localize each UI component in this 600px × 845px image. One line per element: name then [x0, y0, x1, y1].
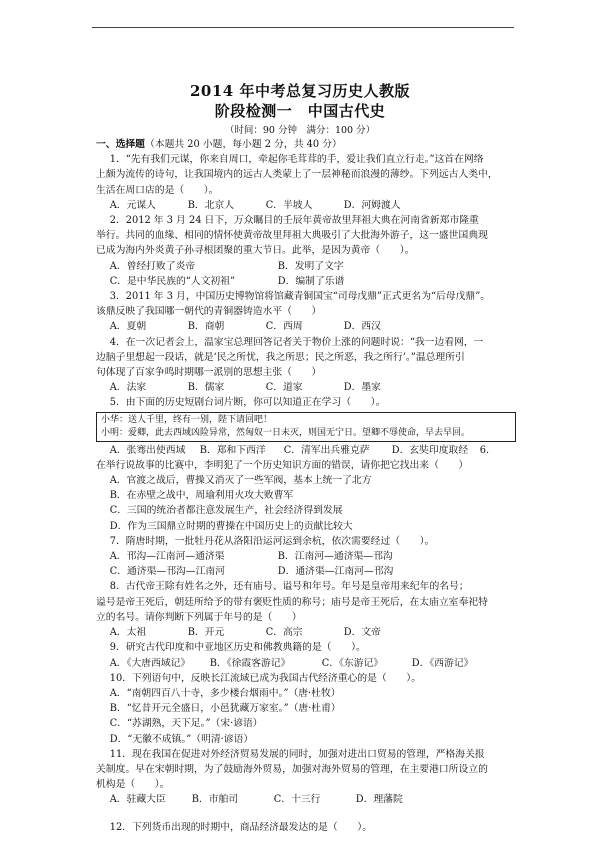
q6-number: 6． [479, 444, 496, 456]
q5-option-d[interactable]: D．玄奘印度取经 [391, 444, 469, 456]
exam-time-score: （时间：90 分钟 满分：100 分） [224, 125, 376, 136]
section-heading [96, 137, 516, 152]
q1-option-c[interactable]: C．半坡人 [265, 199, 313, 211]
q2-options-row2 [96, 274, 516, 289]
q7-option-d[interactable]: D．通济渠—江南河—邗沟 [277, 566, 394, 578]
q11-line: 机构是（ ）。 [96, 779, 170, 791]
q10-option-c[interactable]: C．“苏湖熟，天下足。”（宋·谚语） [109, 718, 263, 730]
q7-option-a[interactable]: A．邗沟—江南河—通济渠 [109, 551, 225, 563]
q12-line: 12．下列货币出现的时期中，商品经济最发达的是（ ）。 [109, 821, 373, 833]
q11-line: 11．现在我国在促进对外经济贸易发展的同时，加强对进出口贸易的管理，严格海关报 [109, 748, 485, 760]
q10-line: 10．下列语句中，反映长江流域已成为我国古代经济重心的是（ ）。 [109, 672, 421, 684]
q4-line: 4．在一次记者会上，温家宝总理回答记者关于物价上涨的问题时说：“我一边看网，一 [109, 336, 484, 348]
q2-option-d[interactable]: D．编制了乐谱 [277, 275, 345, 287]
q11-options [96, 792, 516, 807]
q10-option-a[interactable]: A．“南朝四百八十寺，多少楼台烟雨中。”（唐·杜牧） [109, 687, 341, 699]
q4-option-a[interactable]: A．法家 [109, 382, 147, 394]
q1-line: 1．“先有我们元谋，你来自周口，牵起你毛茸茸的手，爱让我们直立行走。”这首在网络 [109, 154, 484, 166]
q8-options [96, 625, 516, 640]
q1-option-b[interactable]: B．北京人 [187, 199, 235, 211]
q1-line: 上颇为流传的诗句，让我国境内的远古人类蒙上了一层神秘而浪漫的薄纱。下列远古人类中， [96, 169, 498, 181]
q9-line: 9．研究古代印度和中亚地区历史和佛教典籍的是（ ）。 [109, 642, 366, 654]
q3-option-a[interactable]: A．夏朝 [109, 321, 147, 333]
q8-line: 立的名号。请你判断下列属于年号的是（ ） [96, 611, 302, 623]
q5-option-c[interactable]: C．清军出兵雅克萨 [283, 444, 370, 456]
q6-option-b[interactable]: B．在赤壁之战中，周瑜利用火攻大败曹军 [109, 490, 294, 502]
q10-option-b[interactable]: B．“忆昔开元全盛日，小邑犹藏万家室。”（唐·杜甫） [109, 703, 341, 715]
q9-options [96, 656, 516, 671]
exam-subtitle-title: 阶段检测一 中国古代史 [214, 102, 386, 120]
q3-option-c[interactable]: C．西周 [265, 321, 303, 333]
q7-options-row1 [96, 549, 516, 564]
exam-title: 2014 年中考总复习历史人教版 [190, 82, 410, 100]
q3-line: 3．2011 年 3 月，中国历史博物馆将馆藏青铜国宝“司母戊鼎”正式更名为“后母戊鼎”。 [109, 291, 490, 303]
q1-option-a[interactable]: A．元谋人 [109, 199, 156, 211]
q6-option-d[interactable]: D．作为三国鼎立时期的曹操在中国历史上的贡献比较大 [109, 520, 353, 532]
q10-option-d[interactable]: D．“无徽不成镇。”（明清·谚语） [109, 733, 254, 745]
q8-option-c[interactable]: C．高宗 [265, 627, 303, 639]
top-rule [92, 27, 514, 28]
q8-line: 8．古代帝王除有姓名之外，还有庙号、谥号和年号。年号是皇帝用来纪年的名号； [109, 581, 469, 593]
q11-option-a[interactable]: A．驻藏大臣 [109, 794, 166, 806]
q9-option-a[interactable]: A．《大唐西域记》 [109, 657, 191, 669]
q8-option-a[interactable]: A．太祖 [109, 627, 147, 639]
section-note: （本题共 20 小题，每小题 2 分，共 40 分） [144, 139, 342, 150]
q1-option-d[interactable]: D．河姆渡人 [343, 199, 401, 211]
q5-options [96, 443, 516, 458]
q5-dialogue-box [96, 412, 516, 442]
q4-option-d[interactable]: D．墨家 [343, 382, 381, 394]
q6-option-c[interactable]: C．三国的统治者都注意发展生产，社会经济得到发展 [109, 505, 343, 517]
spacer [96, 808, 516, 820]
q4-line: 边脑子里想起一段话，就是‘民之所忧，我之所思；民之所恶，我之所行’。”温总理所引 [96, 351, 465, 363]
q3-options [96, 319, 516, 334]
q11-option-d[interactable]: D．理藩院 [355, 794, 403, 806]
q11-line: 关制度。早在宋朝时期，为了鼓励海外贸易，加强对海外贸易的管理，在主要港口所设立的 [96, 763, 488, 775]
q4-line: 句体现了百家争鸣时期哪一派别的思想主张（ ） [96, 367, 322, 379]
q4-option-b[interactable]: B．儒家 [187, 382, 225, 394]
q7-line: 7．隋唐时期，一批牡丹花从洛阳沿运河运到余杭，依次需要经过（ ）。 [109, 535, 435, 547]
q5-dialogue-line: 小华：送人千里，终有一别，陛下请回吧！ [101, 414, 273, 425]
q8-option-b[interactable]: B．开元 [187, 627, 225, 639]
q8-option-d[interactable]: D．文帝 [343, 627, 381, 639]
q7-option-c[interactable]: C．通济渠—邗沟—江南河 [109, 566, 225, 578]
q5-option-a[interactable]: A．张骞出使西域 [109, 444, 186, 456]
q5-line: 5．由下面的历史短剧台词片断，你可以知道正在学习（ ）。 [109, 397, 386, 409]
q3-option-d[interactable]: D．西汉 [343, 321, 381, 333]
q2-option-c[interactable]: C．是中华民族的“人文初祖” [109, 275, 235, 287]
q3-line: 该鼎反映了我国哪一朝代的青铜器铸造水平（ ） [96, 306, 322, 318]
q2-option-a[interactable]: A．曾经打败了炎帝 [109, 260, 196, 272]
q9-option-d[interactable]: D．《西游记》 [411, 657, 474, 669]
q2-line: 2．2012 年 3 月 24 日下，万众瞩目的壬辰年黄帝故里拜祖大典在河南省新郑市隆重 [109, 215, 479, 227]
q11-option-b[interactable]: B．市舶司 [191, 794, 239, 806]
q1-line: 生活在周口店的是（ ）。 [96, 184, 219, 196]
question-area [96, 137, 516, 835]
q4-options [96, 380, 516, 395]
q2-line: 举行。共同的血缘、相同的情怀使黄帝故里拜祖大典吸引了大批海外游子，这一盛世国典现 [96, 230, 488, 242]
q2-line: 已成为海内外炎黄子孙寻根团聚的重大节日。此举，是因为黄帝（ ）。 [96, 245, 415, 257]
q2-option-b[interactable]: B．发明了文字 [277, 260, 344, 272]
q4-option-c[interactable]: C．道家 [265, 382, 303, 394]
q2-options-row1 [96, 259, 516, 274]
q1-options [96, 198, 516, 213]
q5-option-b[interactable]: B．郑和下西洋 [199, 444, 266, 456]
q5-dialogue-line: 小明：爱卿，此去西域凶险异常，然匈奴一日未灭，则国无宁日。望卿不辱使命，早去早回。 [101, 427, 471, 438]
q6-line: 在举行说故事的比赛中，李明犯了一个历史知识方面的错误，请你把它找出来（ ） [96, 459, 469, 471]
q3-option-b[interactable]: B．商朝 [187, 321, 225, 333]
section-title: 一、选择题 [96, 139, 145, 150]
q9-option-c[interactable]: C．《东游记》 [321, 657, 384, 669]
q7-option-b[interactable]: B．江南河—通济渠—邗沟 [277, 551, 393, 563]
q8-line: 谥号是帝王死后，朝廷所给予的带有褒贬性质的称号；庙号是帝王死后，在太庙立室奉祀特 [96, 596, 488, 608]
q11-option-c[interactable]: C．十三行 [273, 794, 321, 806]
q7-options-row2 [96, 564, 516, 579]
q6-option-a[interactable]: A．官渡之战后，曹操又消灭了一些军阀，基本上统一了北方 [109, 475, 372, 487]
q9-option-b[interactable]: B．《徐霞客游记》 [209, 657, 291, 669]
